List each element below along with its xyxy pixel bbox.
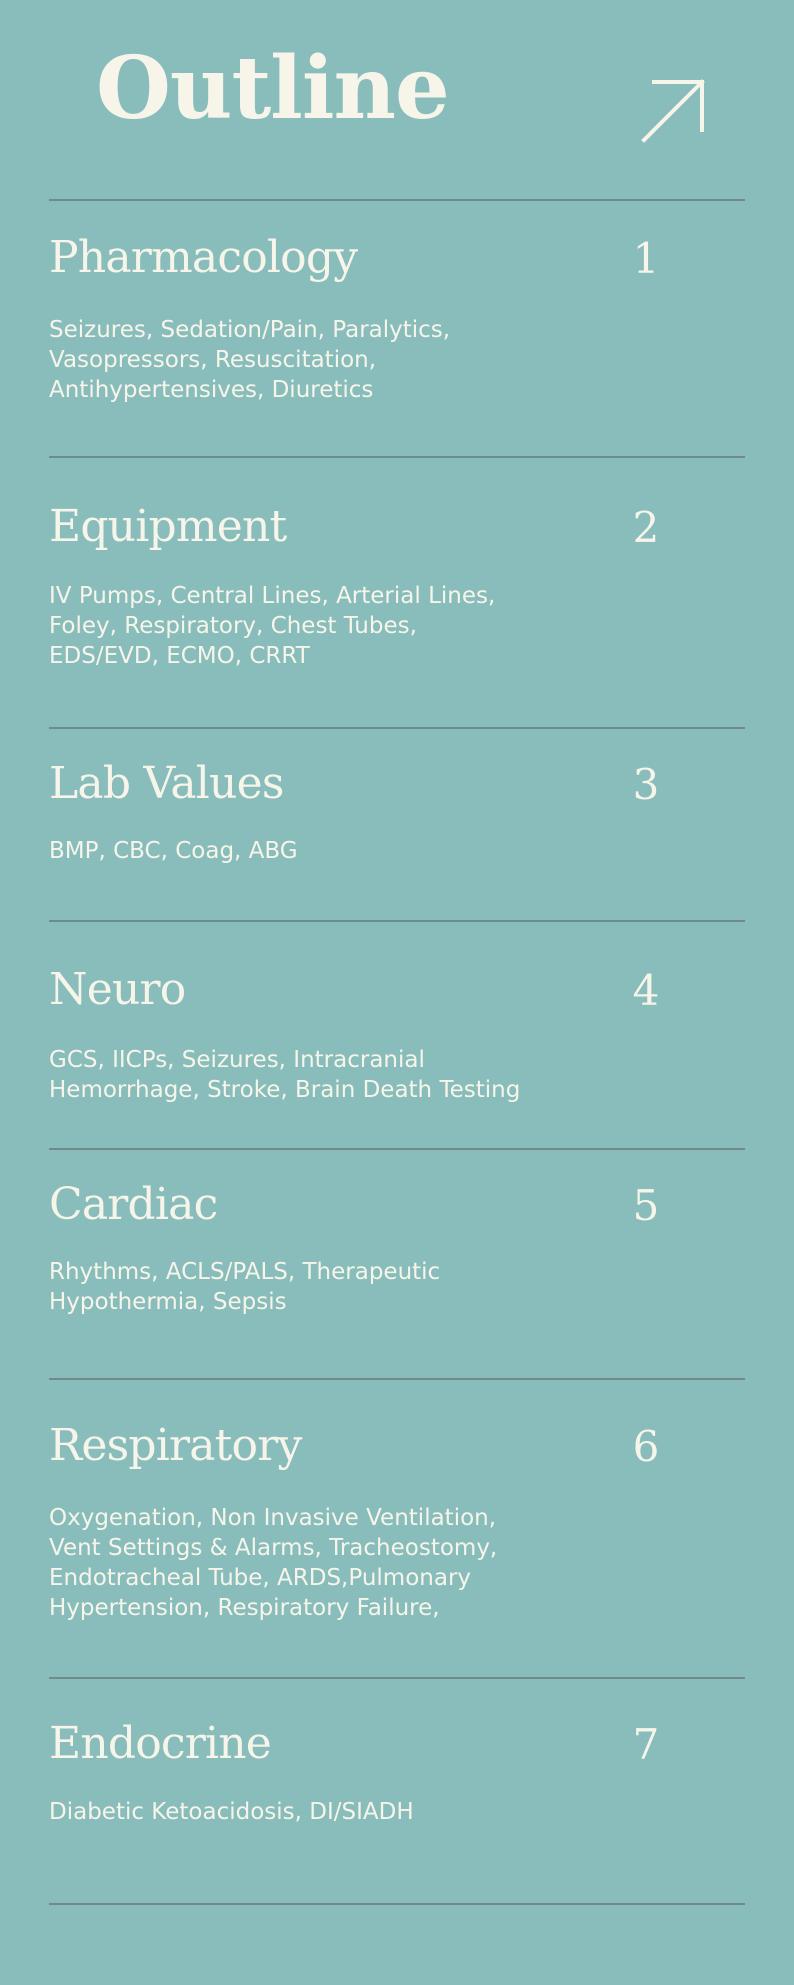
section-title-cardiac: Cardiac	[49, 1179, 218, 1230]
divider	[49, 1677, 745, 1679]
section-number-cardiac: 5	[632, 1181, 660, 1230]
section-description-neuro: GCS, IICPs, Seizures, Intracranial Hemorrhage, Stroke, Brain Death Testing	[49, 1047, 521, 1103]
section-number-respiratory: 6	[632, 1422, 660, 1471]
section-number-lab-values: 3	[632, 760, 660, 809]
section-number-pharmacology: 1	[632, 234, 660, 283]
section-number-neuro: 4	[632, 966, 660, 1015]
section-description-pharmacology: Seizures, Sedation/Pain, Paralytics, Vasopressors, Resuscitation, Antihypertensives, Diuretics	[49, 317, 451, 403]
section-title-neuro: Neuro	[49, 964, 186, 1015]
divider	[49, 1903, 745, 1905]
divider	[49, 1378, 745, 1380]
section-description-cardiac: Rhythms, ACLS/PALS, Therapeutic Hypothermia, Sepsis	[49, 1259, 441, 1315]
section-title-lab-values: Lab Values	[49, 758, 284, 809]
section-number-endocrine: 7	[632, 1720, 660, 1769]
section-description-respiratory: Oxygenation, Non Invasive Ventilation, Vent Settings & Alarms, Tracheostomy, Endotracheal Tube, ARDS,Pulmonary Hypertension, Respiratory Failure,	[49, 1505, 498, 1621]
section-number-equipment: 2	[632, 503, 660, 552]
divider	[49, 456, 745, 458]
divider	[49, 920, 745, 922]
section-title-pharmacology: Pharmacology	[49, 232, 358, 283]
section-description-lab-values: BMP, CBC, Coag, ABG	[49, 838, 298, 864]
section-title-respiratory: Respiratory	[49, 1420, 302, 1471]
section-title-equipment: Equipment	[49, 501, 287, 552]
arrow-up-right-icon[interactable]	[640, 76, 708, 144]
divider	[49, 727, 745, 729]
divider	[49, 199, 745, 201]
page-title: Outline	[96, 38, 449, 139]
section-description-endocrine: Diabetic Ketoacidosis, DI/SIADH	[49, 1799, 414, 1825]
section-title-endocrine: Endocrine	[49, 1718, 272, 1769]
divider	[49, 1148, 745, 1150]
section-description-equipment: IV Pumps, Central Lines, Arterial Lines, Foley, Respiratory, Chest Tubes, EDS/EVD, ECMO, CRRT	[49, 583, 496, 669]
